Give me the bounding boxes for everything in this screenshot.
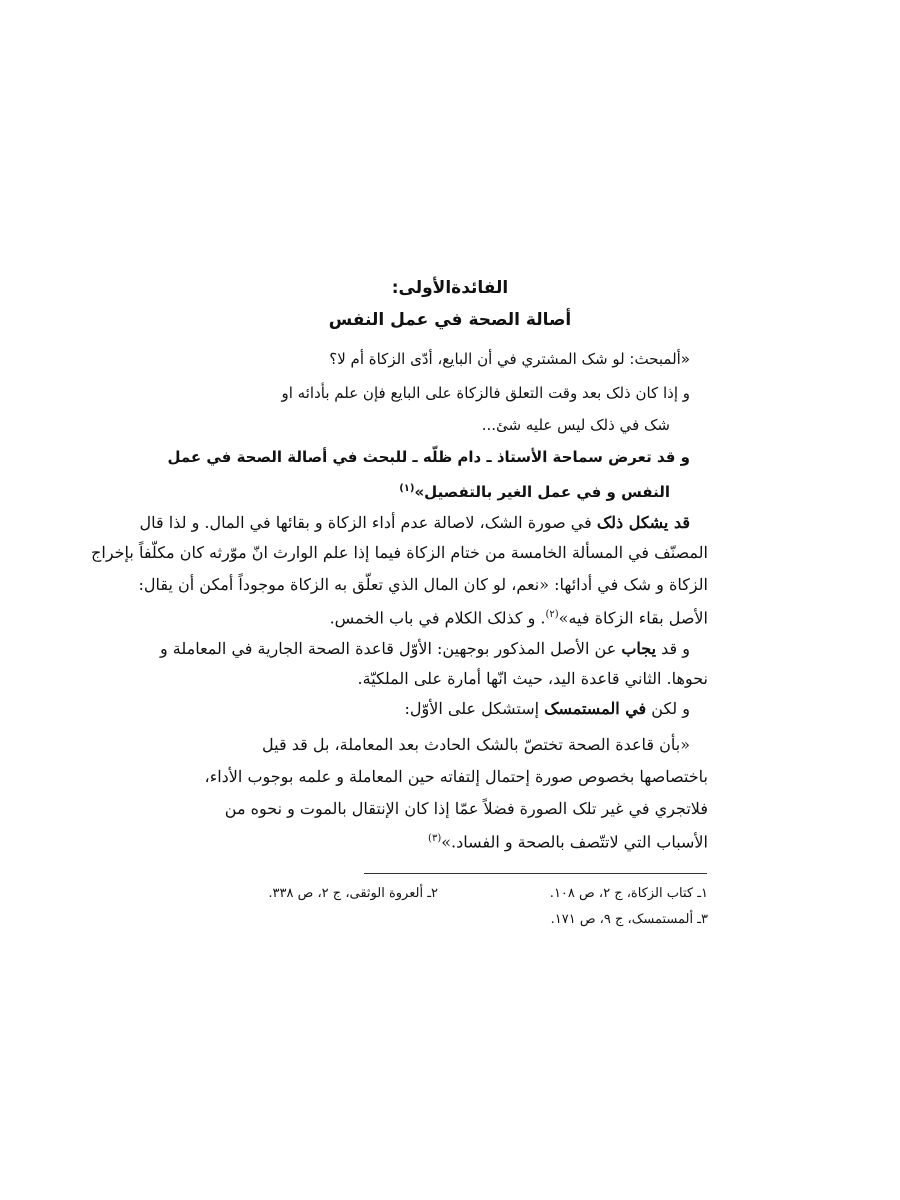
quote1-line-1: «ألمبحث: لو شک المشتري في أن البايع، أدّی الزکاة أم لا؟ xyxy=(329,350,690,368)
footnote-3: ۳ـ ألمستمسک، ج ۹، ص ۱۷۱. xyxy=(550,912,708,927)
para1-lead: قد يشکل ذلک xyxy=(596,513,690,532)
footnote-ref-3[interactable]: (۳) xyxy=(428,833,442,844)
para3-bold: في المستمسک xyxy=(544,699,647,718)
section-title: الفائدةالأولی: xyxy=(391,278,509,298)
para3-pre: و لکن xyxy=(646,699,690,718)
footnote-2: ۲ـ ألعروة الوثقی، ج ۲، ص ۳۳۸. xyxy=(268,886,438,901)
footnote-1: ۱ـ کتاب الزکاة، ج ۲، ص ۱۰۸. xyxy=(549,886,708,901)
quote1-line-2: و إذا کان ذلک بعد وقت التعلق فالزکاة علی البايع فإن علم بأدائه او xyxy=(281,384,690,402)
quote2-line-2: باختصاصها بخصوص صورة إحتمال إلتفاته حين المعاملة و علمه بوجوب الأداء، xyxy=(204,767,708,786)
section-subtitle: أصالة الصحة في عمل النفس xyxy=(328,310,572,330)
para3-rest: إستشکل علی الأوّل: xyxy=(404,699,545,718)
quote2-line-4-text: الأسباب التي لاتتّصف بالصحة و الفساد.» xyxy=(441,832,708,852)
footnote-ref-2[interactable]: (۲) xyxy=(545,609,559,620)
para3-line xyxy=(174,696,690,722)
quote1-line-5 xyxy=(192,476,670,505)
quote1-line-5-text: النفس و في عمل الغير بالتفصيل» xyxy=(414,483,670,501)
para2-bold: يجاب xyxy=(621,639,657,658)
para1-line-1-rest: في صورة الشک، لاصالة عدم أداء الزکاة و بقائها في المال. و لذا قال xyxy=(139,513,597,532)
para2-line-1 xyxy=(159,636,690,662)
quote2-line-3: فلاتجري في غير تلک الصورة فضلاً عمّا إذا کان الإنتقال بالموت و نحوه من xyxy=(224,799,708,818)
para2-pre: و قد xyxy=(656,639,690,658)
quote1-line-3: شک في ذلک ليس عليه شئ... xyxy=(481,416,670,434)
para1-line-3: الزکاة و شک في أدائها: «نعم، لو کان المال الذي تعلّق به الزکاة موجوداً أمکن أن يقال: xyxy=(138,575,708,594)
para1-line-4 xyxy=(192,602,708,631)
quote2-line-4 xyxy=(192,826,708,855)
para1-line-2: المصنّف في المسألة الخامسة من ختام الزکاة فيما إذا علم الوارث انّ موّرثه کان مکلّفاً بإخراج xyxy=(91,543,708,562)
quote2-line-1: «بأن قاعدة الصحة تختصّ بالشک الحادث بعد المعاملة، بل قد قيل xyxy=(262,735,690,754)
para1-line-4-b: . و کذلک الکلام في باب الخمس. xyxy=(329,608,546,628)
para2-line-1-rest: عن الأصل المذکور بوجهين: الأوّل قاعدة الصحة الجارية في المعاملة و xyxy=(159,639,622,658)
para1-line-1 xyxy=(139,510,708,536)
footnote-separator xyxy=(364,873,707,874)
footnote-ref-1[interactable]: (۱) xyxy=(399,483,415,494)
para1-line-4-a: الأصل بقاء الزکاة فيه» xyxy=(558,608,708,628)
quote1-line-4: و قد تعرض سماحة الأستاذ ـ دام ظلّه ـ للبحث في أصالة الصحة في عمل xyxy=(167,448,690,466)
para2-line-2: نحوها. الثاني قاعدة اليد، حيث انّها أمارة علی الملکيّة. xyxy=(357,669,708,688)
